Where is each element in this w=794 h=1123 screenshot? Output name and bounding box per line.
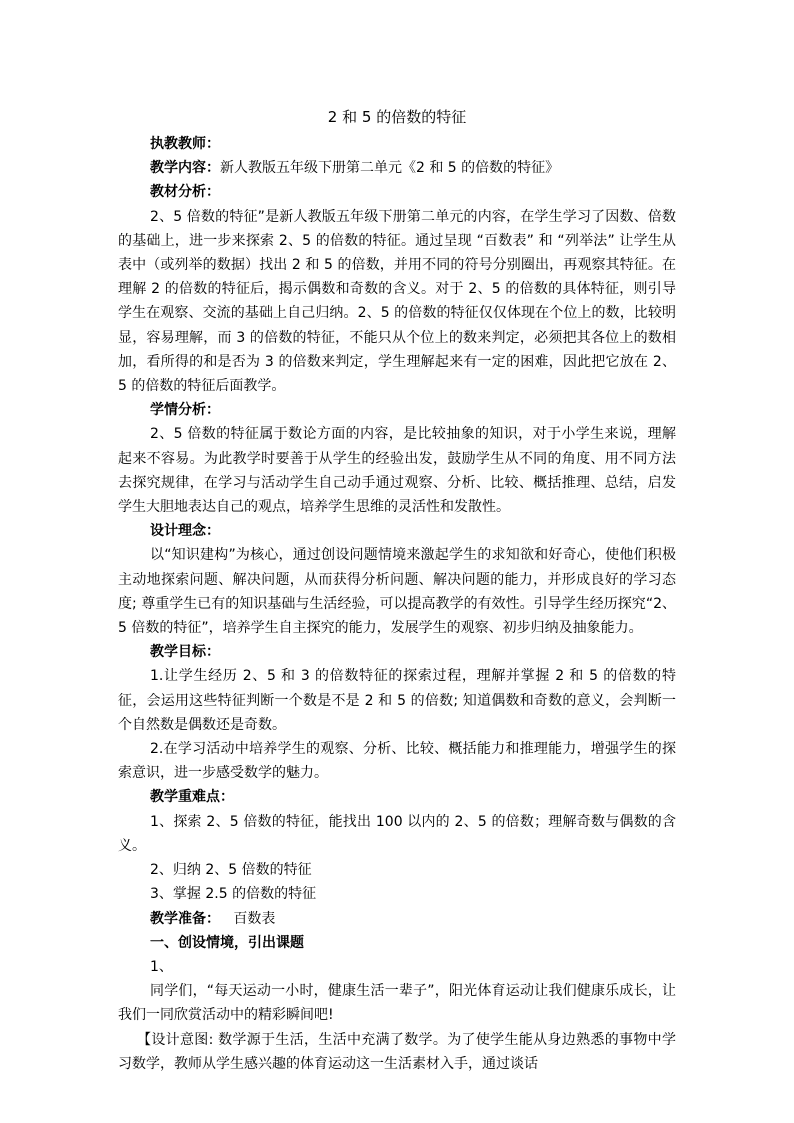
content-row — [118, 156, 676, 180]
prep-row — [118, 907, 676, 931]
teacher-heading: 执教教师： — [150, 136, 220, 152]
student-heading: 学情分析： — [150, 402, 220, 419]
prep-text: 百数表 — [233, 910, 276, 927]
textbook-paragraph: 2、5 倍数的特征”是新人教版五年级下册第二单元的内容，在学生学习了因数、倍数的基础上，进一步来探索 2、5 的倍数的特征。通过呈现 “百数表” 和 “列举法” 让学生从表中（或列举的数据）找出 2 和 5 的倍数，并用不同的符号分别圈出，再观察其特征。在理解 2 的倍数的特征后，揭示偶数和奇数的含义。对于 2、5 的倍数的具体特征，则引导学生在观察、交流的基础上自己归纳。2、5 的倍数的特征仅仅体现在个位上的数，比较明显，容易理解，而 3 的倍数的特征，不能只从个位上的数来判定，必须把其各位上的数相加，看所得的和是否为 3 的倍数来判定，学生理解起来有一定的困难，因此把它放在 2、5 的倍数的特征后面教学。 — [118, 208, 676, 395]
key-item-2: 2、归纳 2、5 倍数的特征 — [150, 862, 312, 879]
section-heading-1: 一、创设情境，引出课题 — [150, 934, 304, 951]
list-item-1: 1、 — [150, 958, 173, 975]
student-paragraph: 2、5 倍数的特征属于数论方面的内容，是比较抽象的知识，对于小学生来说，理解起来不容易。为此教学时要善于从学生的经验出发，鼓励学生从不同的角度、用不同方法去探究规律，在学习与活动学生自己动手通过观察、分析、比较、概括推理、总结，启发学生大胆地表达自己的观点，培养学生思维的灵活性和发散性。 — [118, 426, 676, 516]
goal-paragraph-2: 2.在学习活动中培养学生的观察、分析、比较、概括能力和推理能力，增强学生的探索意识，进一步感受数学的魅力。 — [118, 741, 676, 782]
goal-heading: 教学目标： — [150, 644, 220, 661]
content-text: 新人教版五年级下册第二单元《2 和 5 的倍数的特征》 — [220, 160, 560, 177]
key-heading: 教学重难点： — [150, 789, 234, 806]
document-title: 2 和 5 的倍数的特征 — [327, 108, 467, 126]
key-item-3: 3、掌握 2.5 的倍数的特征 — [150, 886, 317, 903]
concept-paragraph: 以“知识建构”为核心，通过创设问题情境来激起学生的求知欲和好奇心，使他们积极主动地探索问题、解决问题，从而获得分析问题、解决问题的能力，并形成良好的学习态度; 尊重学生已有的知识基础与生活经验，可以提高教学的有效性。引导学生经历探究“2、5 倍数的特征”，培养学生自主探究的能力，发展学生的观察、初步归纳及抽象能力。 — [118, 547, 676, 637]
goal-paragraph-1: 1.让学生经历 2、5 和 3 的倍数特征的探索过程，理解并掌握 2 和 5 的倍数的特征，会运用这些特征判断一个数是不是 2 和 5 的倍数; 知道偶数和奇数的意义，会判断一个自然数是偶数还是奇数。 — [118, 668, 676, 733]
concept-heading: 设计理念： — [150, 523, 220, 540]
prep-label: 教学准备： — [150, 910, 220, 927]
content-label: 教学内容： — [150, 160, 220, 177]
textbook-heading: 教材分析： — [150, 184, 220, 201]
intro-paragraph: 同学们，“每天运动一小时，健康生活一辈子”，阳光体育运动让我们健康乐成长，让我们一同欣赏活动中的精彩瞬间吧! — [118, 983, 676, 1024]
document-page — [118, 104, 676, 1076]
key-item-1: 1、探索 2、5 倍数的特征，能找出 100 以内的 2、5 的倍数；理解奇数与偶数的含义。 — [118, 813, 676, 854]
design-intent-paragraph: 【设计意图: 数学源于生活，生活中充满了数学。为了使学生能从身边熟悉的事物中学习数学，教师从学生感兴趣的体育运动这一生活素材入手，通过谈话 — [118, 1031, 676, 1072]
